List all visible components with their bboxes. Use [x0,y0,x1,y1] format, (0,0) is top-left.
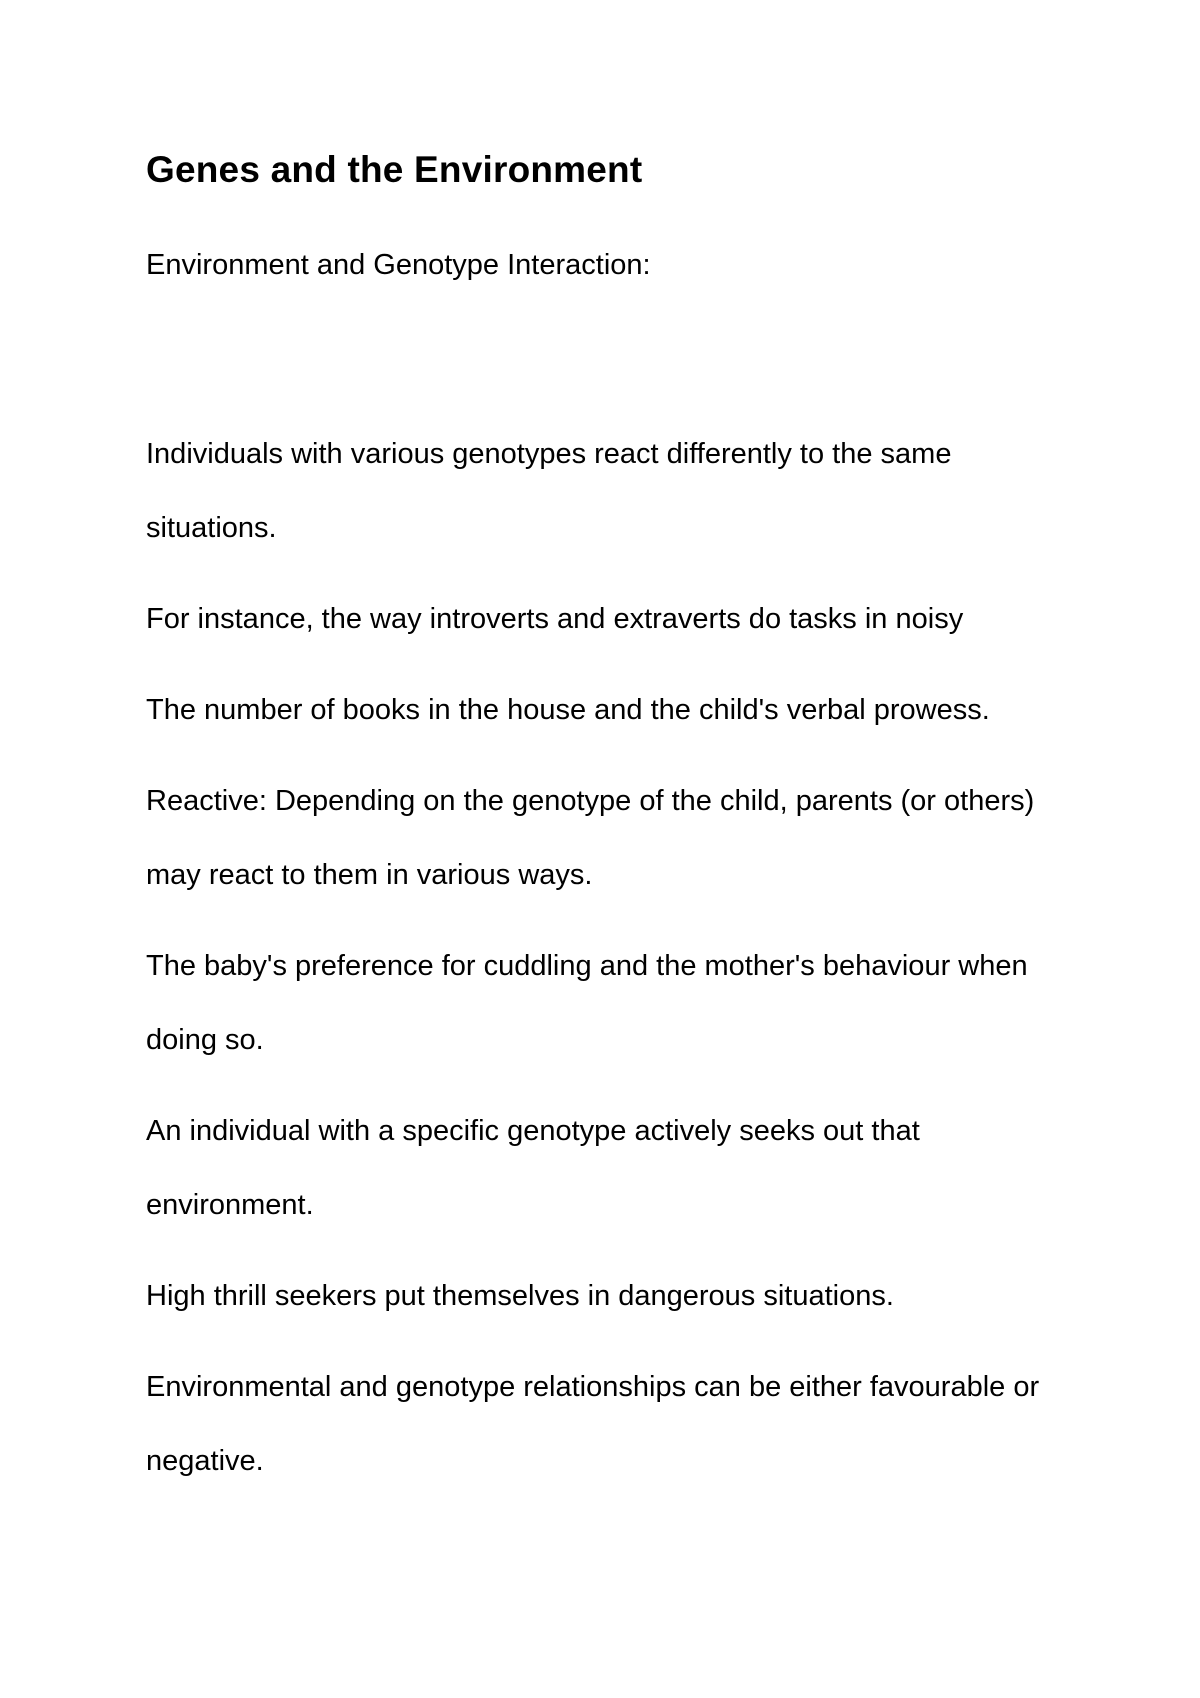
document-title: Genes and the Environment [146,149,643,190]
document-body [146,145,1076,1515]
paragraph: Reactive: Depending on the genotype of the child, parents (or others) may react to them in various ways. [146,785,1035,891]
paragraph: Environmental and genotype relationships can be either favourable or negative. [146,1371,1040,1477]
paragraph: For instance, the way introverts and extraverts do tasks in noisy [146,603,964,635]
paragraph: The number of books in the house and the child's verbal prowess. [146,694,990,726]
paragraph: High thrill seekers put themselves in dangerous situations. [146,1280,894,1312]
paragraph: The baby's preference for cuddling and the mother's behaviour when doing so. [146,950,1028,1056]
section-heading: Environment and Genotype Interaction: [146,249,651,281]
paragraph: Individuals with various genotypes react differently to the same situations. [146,438,952,544]
paragraph: An individual with a specific genotype actively seeks out that environment. [146,1115,920,1221]
paragraph-list [146,417,1076,1498]
